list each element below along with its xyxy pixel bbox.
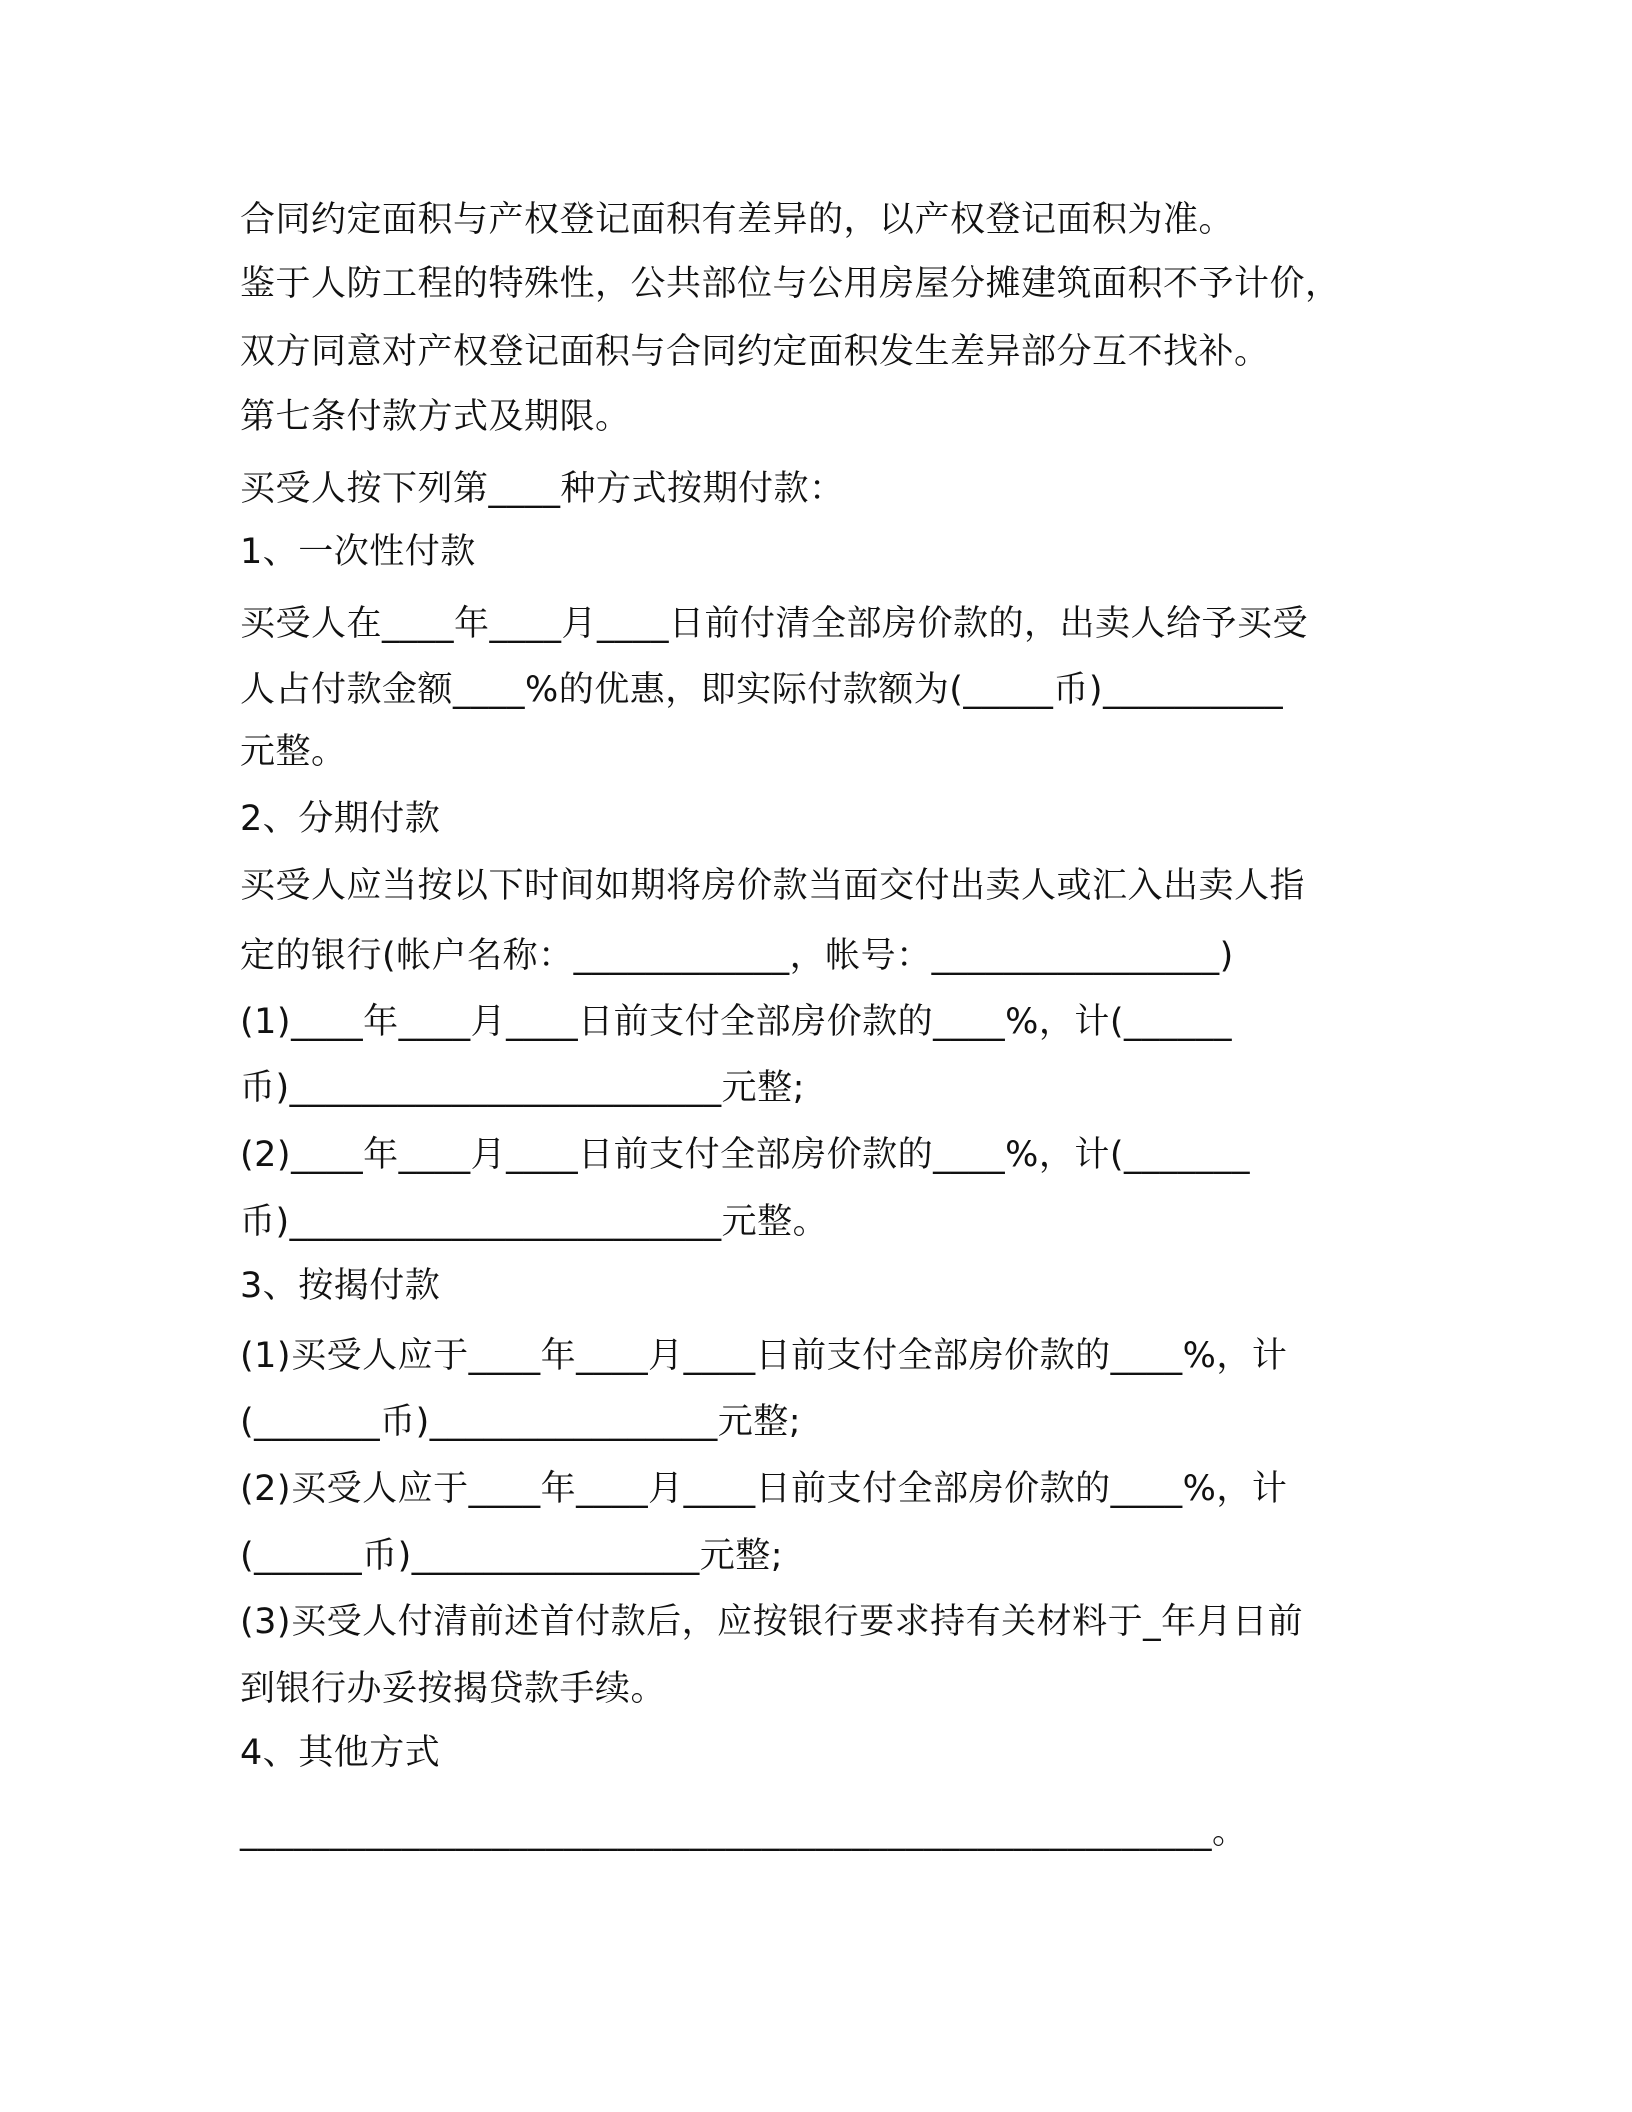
text-line: 到银行办妥按揭贷款手续。: [240, 1669, 667, 1709]
text-line: 币)________________________元整;: [240, 1068, 805, 1108]
text-line: (2)____年____月____日前支付全部房价款的____%，计(_______: [240, 1135, 1250, 1175]
article-heading: 第七条付款方式及期限。: [240, 397, 631, 437]
text-line: 双方同意对产权登记面积与合同约定面积发生差异部分互不找补。: [240, 332, 1270, 372]
section-heading: 3、按揭付款: [240, 1266, 441, 1306]
text-line: 合同约定面积与产权登记面积有差异的，以产权登记面积为准。: [240, 200, 1235, 240]
blank-fill-line: ______________________________________________________。: [240, 1812, 1248, 1852]
text-line: (2)买受人应于____年____月____日前支付全部房价款的____%，计: [240, 1469, 1288, 1509]
text-line: 买受人按下列第____种方式按期付款：: [240, 469, 845, 509]
text-line: (1)____年____月____日前支付全部房价款的____%，计(______: [240, 1002, 1232, 1042]
text-line: (______币)________________元整;: [240, 1536, 784, 1576]
text-line: 人占付款金额____%的优惠，即实际付款额为(_____币)__________: [240, 670, 1284, 710]
text-line: 定的银行(帐户名称：____________，帐号：________________): [240, 936, 1234, 976]
text-line: (3)买受人付清前述首付款后，应按银行要求持有关材料于_年月日前: [240, 1602, 1304, 1642]
text-line: (_______币)________________元整;: [240, 1402, 802, 1442]
text-line: 元整。: [240, 732, 347, 772]
text-line: 买受人应当按以下时间如期将房价款当面交付出卖人或汇入出卖人指: [240, 866, 1306, 906]
text-line: 鉴于人防工程的特殊性，公共部位与公用房屋分摊建筑面积不予计价，: [240, 264, 1341, 304]
section-heading: 2、分期付款: [240, 799, 441, 839]
text-line: (1)买受人应于____年____月____日前支付全部房价款的____%，计: [240, 1336, 1288, 1376]
text-line: 币)________________________元整。: [240, 1202, 829, 1242]
section-heading: 1、一次性付款: [240, 532, 476, 572]
text-line: 买受人在____年____月____日前付清全部房价款的，出卖人给予买受: [240, 604, 1309, 644]
section-heading: 4、其他方式: [240, 1733, 441, 1773]
